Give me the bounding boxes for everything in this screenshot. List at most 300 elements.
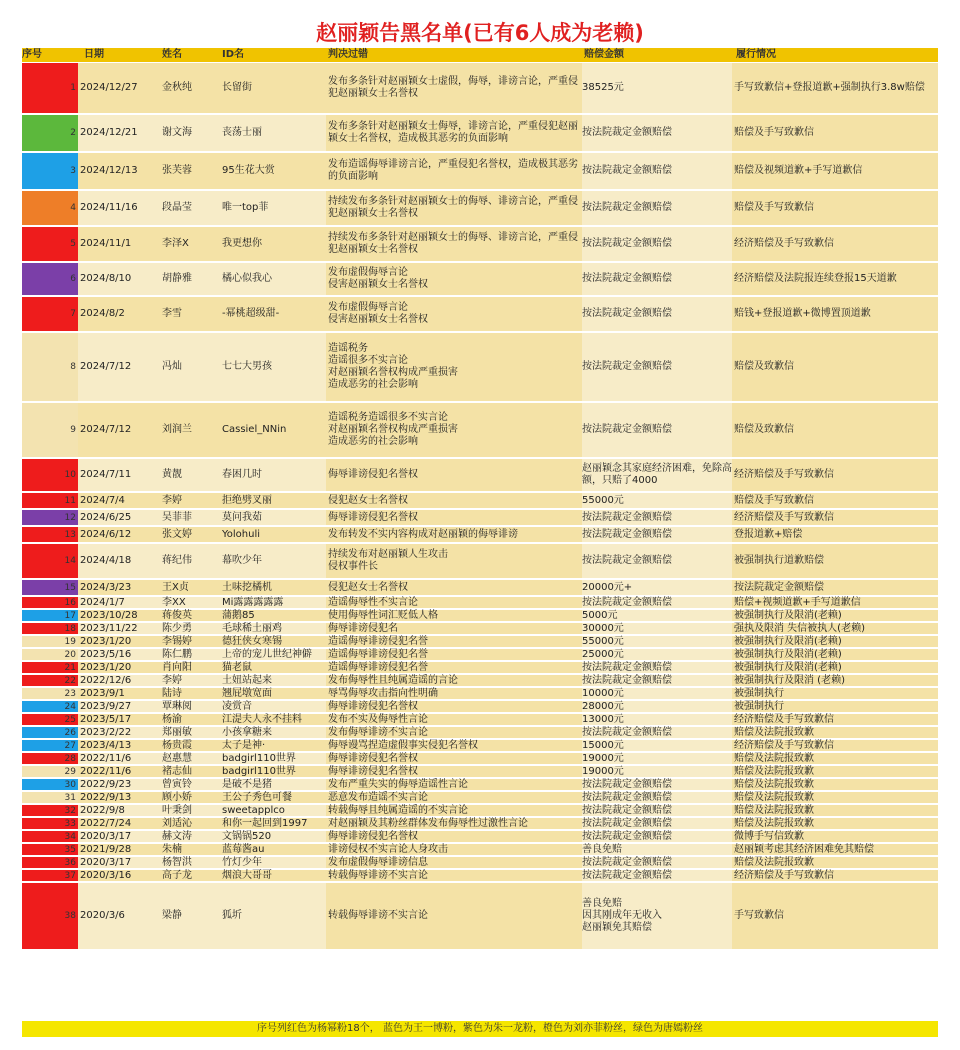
date-cell: [80, 804, 160, 817]
id-cell-text: 太子是神·: [222, 739, 266, 751]
date-cell-text: 2020/3/17: [80, 856, 132, 868]
header-id: ID名: [222, 49, 245, 60]
name-cell: [162, 791, 220, 804]
table-row: [22, 882, 938, 950]
id-cell-text: Cassiel_NNin: [222, 424, 287, 435]
name-cell: [162, 726, 220, 739]
performance-cell: [734, 402, 938, 458]
id-cell: [222, 804, 328, 817]
seq-number: 27: [64, 740, 76, 751]
compensation-cell-text: 55000元: [582, 635, 624, 647]
judgment-cell-text: 侮辱诽谤侵犯名誉权: [328, 830, 418, 842]
performance-cell-text: 赔偿及法院报致歉: [734, 804, 814, 816]
performance-cell-text: 赔偿及法院报致歉: [734, 817, 814, 829]
table-row: [22, 226, 938, 262]
table-row: [22, 262, 938, 296]
performance-cell: [734, 804, 938, 817]
name-cell-text: 冯灿: [162, 361, 182, 372]
name-cell: [162, 752, 220, 765]
name-cell-text: 杨智洪: [162, 856, 192, 868]
date-cell: [80, 458, 160, 492]
performance-cell: [734, 830, 938, 843]
date-cell-text: 2024/12/21: [80, 127, 138, 138]
name-cell-text: 叶秉剑: [162, 804, 192, 816]
seq-cell: [22, 778, 78, 791]
seq-number: 36: [64, 857, 76, 868]
judgment-cell: [328, 804, 582, 817]
name-cell: [162, 509, 220, 526]
id-cell: [222, 152, 328, 190]
date-cell-text: 2020/3/16: [80, 869, 132, 881]
performance-cell: [734, 458, 938, 492]
performance-cell: [734, 226, 938, 262]
judgment-cell-text: 造谣侮辱诽谤侵犯名誉: [328, 661, 428, 673]
id-cell: [222, 492, 328, 509]
date-cell: [80, 296, 160, 332]
id-cell-text: 幕吹少年: [222, 555, 262, 566]
date-cell: [80, 62, 160, 114]
page-title: 赵丽颖告黑名单(已有6人成为老赖): [316, 21, 644, 45]
date-cell: [80, 713, 160, 726]
judgment-cell: [328, 622, 582, 635]
name-cell: [162, 856, 220, 869]
performance-cell-text: 手写致歉信: [734, 910, 784, 921]
judgment-cell-text: 侵犯赵女士名誉权: [328, 494, 408, 506]
date-cell: [80, 856, 160, 869]
performance-cell: [734, 674, 938, 687]
seq-number: 26: [64, 727, 76, 738]
table-row: [22, 190, 938, 226]
date-cell-text: 2023/9/27: [80, 700, 132, 712]
performance-cell-text: 赔偿及致歉信: [734, 424, 794, 435]
date-cell: [80, 817, 160, 830]
performance-cell-text: 被强制执行及限消(老赖): [734, 609, 842, 621]
id-cell-text: 拒绝劈叉丽: [222, 494, 272, 506]
name-cell-text: 高子龙: [162, 869, 192, 881]
performance-cell-text: 微博手写信致歉: [734, 830, 804, 842]
seq-number: 22: [64, 675, 76, 686]
judgment-cell-text: 侮辱诽谤侵犯名誉权: [328, 752, 418, 764]
judgment-cell-text: 侵犯赵女士名誉权: [328, 581, 408, 593]
date-cell-text: 2024/6/12: [80, 528, 132, 540]
judgment-cell: [328, 739, 582, 752]
compensation-cell-text: 按法院裁定金额赔偿: [582, 804, 672, 816]
judgment-cell-text: 发布多条针对赵丽颖女士虚假，侮辱，诽谤言论，严重侵犯赵丽颖女士名誉权: [328, 76, 578, 99]
judgment-cell-text: 持续发布多条针对赵丽颖女士的侮辱、诽谤言论，严重侵犯赵丽颖女士名誉权: [328, 196, 578, 219]
table-row: [22, 687, 938, 700]
id-cell: [222, 791, 328, 804]
performance-cell-text: 经济赔偿及手写致歉信: [734, 511, 834, 523]
date-cell: [80, 648, 160, 661]
date-cell: [80, 700, 160, 713]
seq-number: 20: [64, 649, 76, 660]
performance-cell: [734, 687, 938, 700]
seq-number: 5: [70, 239, 76, 249]
compensation-cell: [582, 674, 732, 687]
performance-cell-text: 赔偿及法院报致歉: [734, 726, 814, 738]
performance-cell-text: 被强制执行及限消(老赖): [734, 661, 842, 673]
seq-number: 6: [70, 274, 76, 284]
id-cell-text: sweetapplco: [222, 804, 285, 816]
performance-cell-text: 被强制执行: [734, 700, 784, 712]
date-cell-text: 2023/1/20: [80, 635, 132, 647]
name-cell: [162, 661, 220, 674]
compensation-cell: [582, 856, 732, 869]
compensation-cell: [582, 296, 732, 332]
date-cell-text: 2024/7/12: [80, 424, 132, 435]
compensation-cell: [582, 492, 732, 509]
table-row: [22, 765, 938, 778]
performance-cell: [734, 492, 938, 509]
compensation-cell: [582, 402, 732, 458]
judgment-cell-text: 发布侮辱诽谤不实言论: [328, 726, 428, 738]
date-cell: [80, 778, 160, 791]
seq-number: 7: [70, 309, 76, 319]
seq-cell: [22, 226, 78, 262]
seq-cell: [22, 661, 78, 674]
name-cell-text: 赫文涛: [162, 830, 192, 842]
judgment-cell: [328, 830, 582, 843]
id-cell-text: 莫问我茹: [222, 511, 262, 523]
compensation-cell: [582, 661, 732, 674]
date-cell-text: 2022/9/13: [80, 791, 132, 803]
table-row: [22, 402, 938, 458]
id-cell-text: badgirl110世界: [222, 765, 296, 777]
seq-number: 31: [64, 792, 76, 803]
name-cell: [162, 622, 220, 635]
date-cell-text: 2022/7/24: [80, 817, 132, 829]
name-cell: [162, 526, 220, 543]
date-cell: [80, 492, 160, 509]
id-cell: [222, 817, 328, 830]
performance-cell-text: 被强制执行及限消 (老赖): [734, 674, 845, 686]
date-cell: [80, 526, 160, 543]
id-cell-text: 土妞站起来: [222, 674, 272, 686]
header-seq: 序号: [22, 49, 42, 60]
compensation-cell-text: 按法院裁定金额赔偿: [582, 511, 672, 523]
judgment-cell: [328, 226, 582, 262]
id-cell-text: 95生花大赏: [222, 165, 275, 176]
performance-cell-text: 经济赔偿及手写致歉信: [734, 238, 834, 249]
name-cell-text: 黄靓: [162, 469, 182, 480]
seq-cell: [22, 492, 78, 509]
compensation-cell-text: 19000元: [582, 752, 624, 764]
compensation-cell-text: 按法院裁定金额赔偿: [582, 424, 672, 435]
performance-cell-text: 强执及限消 失信被执人(老赖): [734, 622, 865, 634]
seq-cell: [22, 262, 78, 296]
date-cell-text: 2024/8/10: [80, 273, 132, 284]
seq-cell: [22, 509, 78, 526]
name-cell-text: 段晶莹: [162, 202, 192, 213]
seq-number: 16: [64, 597, 76, 608]
seq-cell: [22, 579, 78, 596]
judgment-cell: [328, 843, 582, 856]
judgment-cell: [328, 492, 582, 509]
date-cell: [80, 622, 160, 635]
table-row: [22, 609, 938, 622]
performance-cell: [734, 332, 938, 402]
judgment-cell: [328, 661, 582, 674]
seq-number: 8: [70, 362, 76, 372]
name-cell: [162, 402, 220, 458]
compensation-cell: [582, 882, 732, 950]
judgment-cell-text: 转载侮辱且纯属造谣的不实言论: [328, 804, 468, 816]
performance-cell: [734, 856, 938, 869]
date-cell-text: 2024/7/11: [80, 469, 132, 480]
id-cell-text: 和你一起回到1997: [222, 817, 308, 829]
performance-cell-text: 赔偿及法院报致歉: [734, 791, 814, 803]
date-cell-text: 2021/9/28: [80, 843, 132, 855]
id-cell: [222, 226, 328, 262]
performance-cell: [734, 843, 938, 856]
name-cell-text: 张芙蓉: [162, 165, 192, 176]
judgment-cell: [328, 262, 582, 296]
name-cell-text: 吴菲菲: [162, 511, 192, 523]
judgment-cell-text: 发布不实及侮辱性言论: [328, 713, 428, 725]
compensation-cell-text: 按法院裁定金额赔偿: [582, 361, 672, 372]
seq-cell: [22, 332, 78, 402]
date-cell-text: 2024/11/1: [80, 238, 132, 249]
date-cell: [80, 661, 160, 674]
performance-cell-text: 赔偿+视频道歉+手写道歉信: [734, 596, 861, 608]
date-cell: [80, 114, 160, 152]
seq-number: 24: [64, 701, 76, 712]
judgment-cell: [328, 635, 582, 648]
compensation-cell-text: 按法院裁定金额赔偿: [582, 273, 672, 284]
date-cell-text: 2024/11/16: [80, 202, 138, 213]
performance-cell-text: 赔钱+登报道歉+微博置顶道歉: [734, 308, 871, 319]
seq-cell: [22, 114, 78, 152]
performance-cell-text: 赔偿及法院报致歉: [734, 752, 814, 764]
seq-cell: [22, 739, 78, 752]
id-cell-text: 春困几时: [222, 469, 262, 480]
performance-cell: [734, 609, 938, 622]
id-cell-text: 文锅锅520: [222, 830, 272, 842]
name-cell-text: 李泽X: [162, 238, 189, 249]
judgment-cell-text: 发布虚假侮辱言论 侵害赵丽颖女士名誉权: [328, 302, 428, 325]
date-cell-text: 2023/11/22: [80, 622, 138, 634]
table-row: [22, 62, 938, 114]
id-cell-text: 上帝的宠儿世纪神僻: [222, 648, 312, 660]
performance-cell: [734, 262, 938, 296]
judgment-cell: [328, 882, 582, 950]
id-cell: [222, 778, 328, 791]
judgment-cell-text: 发布转发不实内容构成对赵丽颖的侮辱诽谤: [328, 528, 518, 540]
name-cell: [162, 843, 220, 856]
id-cell-text: 烟浪大哥哥: [222, 869, 272, 881]
date-cell-text: 2022/9/8: [80, 804, 125, 816]
table-row: [22, 843, 938, 856]
name-cell: [162, 882, 220, 950]
date-cell: [80, 596, 160, 609]
performance-cell-text: 赔偿及视频道歉+手写道歉信: [734, 165, 863, 176]
compensation-cell-text: 按法院裁定金额赔偿: [582, 817, 672, 829]
id-cell: [222, 190, 328, 226]
name-cell-text: 李XX: [162, 596, 186, 608]
seq-cell: [22, 152, 78, 190]
compensation-cell-text: 按法院裁定金额赔偿: [582, 674, 672, 686]
date-cell: [80, 869, 160, 882]
table-row: [22, 856, 938, 869]
id-cell-text: 王公子秀色可餐: [222, 791, 292, 803]
name-cell: [162, 700, 220, 713]
compensation-cell-text: 25000元: [582, 648, 624, 660]
name-cell-text: 杨渝: [162, 713, 182, 725]
judgment-cell-text: 侮辱诽谤侵犯名: [328, 622, 398, 634]
table-row: [22, 114, 938, 152]
performance-cell: [734, 726, 938, 739]
id-cell-text: 翘屁墩宽面: [222, 687, 272, 699]
judgment-cell-text: 造谣侮辱诽谤侵犯名誉: [328, 648, 428, 660]
seq-cell: [22, 62, 78, 114]
compensation-cell-text: 13000元: [582, 713, 624, 725]
judgment-cell: [328, 509, 582, 526]
date-cell-text: 2024/8/2: [80, 308, 125, 319]
compensation-cell-text: 按法院裁定金额赔偿: [582, 791, 672, 803]
performance-cell-text: 赔偿及致歉信: [734, 361, 794, 372]
name-cell-text: 张文婷: [162, 528, 192, 540]
date-cell: [80, 687, 160, 700]
judgment-cell: [328, 596, 582, 609]
name-cell-text: 陈少勇: [162, 622, 192, 634]
id-cell-text: 江湜夫人永不挂料: [222, 713, 302, 725]
performance-cell-text: 赔偿及手写致歉信: [734, 494, 814, 506]
name-cell: [162, 869, 220, 882]
judgment-cell: [328, 579, 582, 596]
id-cell: [222, 843, 328, 856]
judgment-cell: [328, 648, 582, 661]
name-cell: [162, 778, 220, 791]
name-cell: [162, 596, 220, 609]
judgment-cell: [328, 791, 582, 804]
performance-cell: [734, 509, 938, 526]
table-row: [22, 661, 938, 674]
table-header: [22, 48, 938, 62]
name-cell-text: 金秋纯: [162, 82, 192, 93]
date-cell: [80, 579, 160, 596]
performance-cell: [734, 752, 938, 765]
date-cell-text: 2022/12/6: [80, 674, 132, 686]
performance-cell-text: 按法院裁定金额赔偿: [734, 581, 824, 593]
compensation-cell-text: 19000元: [582, 765, 624, 777]
judgment-cell: [328, 332, 582, 402]
performance-cell-text: 经济赔偿及手写致歉信: [734, 739, 834, 751]
date-cell-text: 2023/1/20: [80, 661, 132, 673]
name-cell-text: 陈仁鹏: [162, 648, 192, 660]
compensation-cell: [582, 62, 732, 114]
table-row: [22, 726, 938, 739]
seq-cell: [22, 190, 78, 226]
date-cell: [80, 765, 160, 778]
table-row: [22, 739, 938, 752]
table-row: [22, 296, 938, 332]
seq-cell: [22, 543, 78, 579]
name-cell: [162, 830, 220, 843]
id-cell-text: 橘心似我心: [222, 273, 272, 284]
performance-cell: [734, 700, 938, 713]
judgment-cell: [328, 152, 582, 190]
performance-cell-text: 被强制执行道歉赔偿: [734, 555, 824, 566]
date-cell: [80, 226, 160, 262]
id-cell: [222, 687, 328, 700]
compensation-cell-text: 按法院裁定金额赔偿: [582, 202, 672, 213]
compensation-cell: [582, 543, 732, 579]
seq-number: 38: [64, 911, 76, 921]
id-cell: [222, 622, 328, 635]
name-cell: [162, 687, 220, 700]
table-row: [22, 596, 938, 609]
seq-cell: [22, 687, 78, 700]
seq-number: 35: [64, 844, 76, 855]
date-cell: [80, 843, 160, 856]
compensation-cell: [582, 869, 732, 882]
table-row: [22, 804, 938, 817]
compensation-cell-text: 按法院裁定金额赔偿: [582, 661, 672, 673]
id-cell: [222, 661, 328, 674]
seq-cell: [22, 830, 78, 843]
id-cell-text: 土味挖橘机: [222, 581, 272, 593]
performance-cell-text: 赔偿及法院报致歉: [734, 856, 814, 868]
compensation-cell-text: 按法院裁定金额赔偿: [582, 726, 672, 738]
seq-cell: [22, 713, 78, 726]
compensation-cell: [582, 739, 732, 752]
id-cell-text: Yolohuli: [222, 528, 261, 540]
date-cell-text: 2023/9/1: [80, 687, 125, 699]
name-cell: [162, 648, 220, 661]
table-row: [22, 635, 938, 648]
name-cell: [162, 62, 220, 114]
id-cell: [222, 262, 328, 296]
id-cell: [222, 752, 328, 765]
compensation-cell: [582, 817, 732, 830]
name-cell: [162, 609, 220, 622]
seq-cell: [22, 526, 78, 543]
date-cell: [80, 609, 160, 622]
judgment-cell-text: 造谣税务 造谣很多不实言论 对赵丽颖名誉权构成严重损害 造成恶劣的社会影响: [328, 343, 458, 390]
id-cell-text: 唯一top菲: [222, 202, 269, 213]
compensation-cell: [582, 262, 732, 296]
compensation-cell-text: 按法院裁定金额赔偿: [582, 528, 672, 540]
table-row: [22, 648, 938, 661]
judgment-cell: [328, 543, 582, 579]
name-cell-text: 李婷: [162, 674, 182, 686]
header-date: 日期: [84, 49, 104, 60]
seq-cell: [22, 635, 78, 648]
id-cell: [222, 856, 328, 869]
performance-cell-text: 赔偿及手写致歉信: [734, 127, 814, 138]
name-cell: [162, 765, 220, 778]
performance-cell: [734, 296, 938, 332]
id-cell: [222, 830, 328, 843]
compensation-cell: [582, 609, 732, 622]
seq-number: 37: [64, 870, 76, 881]
name-cell: [162, 635, 220, 648]
table-row: [22, 700, 938, 713]
seq-cell: [22, 296, 78, 332]
seq-number: 12: [64, 512, 76, 523]
performance-cell: [734, 635, 938, 648]
id-cell: [222, 296, 328, 332]
id-cell: [222, 739, 328, 752]
judgment-cell-text: 使用侮辱性词汇贬低人格: [328, 609, 438, 621]
date-cell-text: 2023/10/28: [80, 609, 138, 621]
table-row: [22, 492, 938, 509]
judgment-cell-text: 侮辱诽谤侵犯名誉权: [328, 511, 418, 523]
date-cell-text: 2020/3/6: [80, 910, 125, 921]
id-cell: [222, 713, 328, 726]
compensation-cell: [582, 635, 732, 648]
compensation-cell-text: 按法院裁定金额赔偿: [582, 869, 672, 881]
